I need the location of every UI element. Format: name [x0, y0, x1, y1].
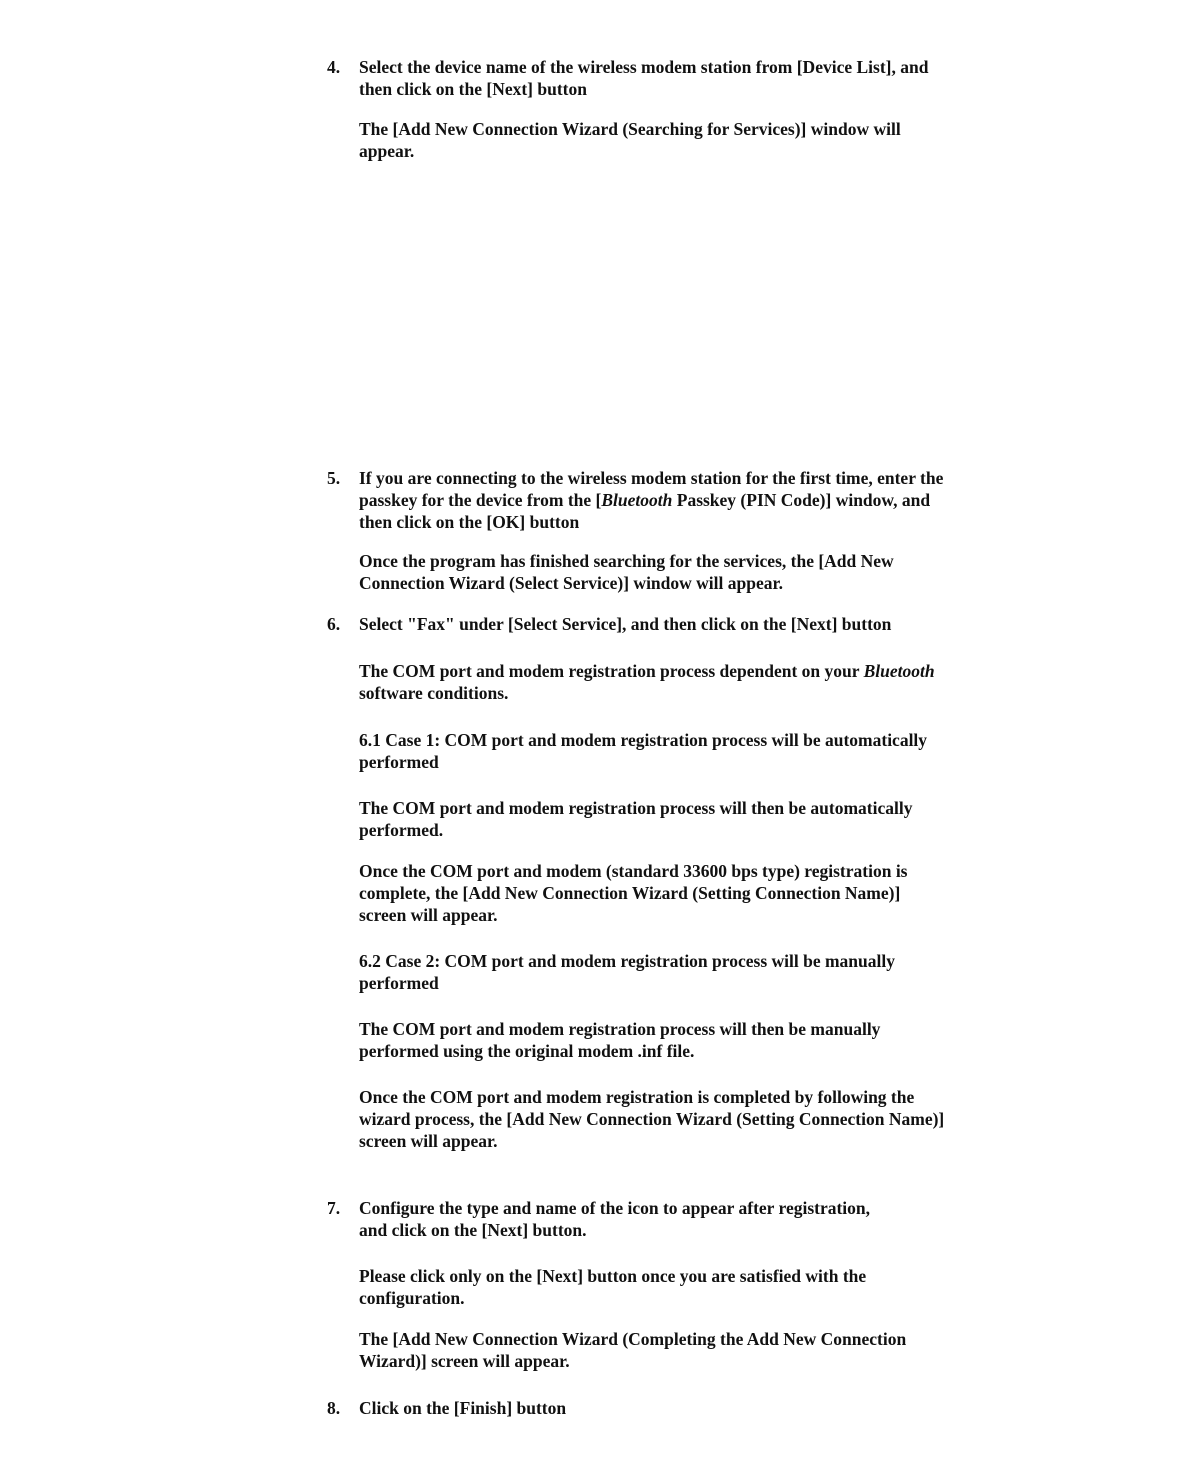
text-line [359, 489, 1059, 511]
text-line: Once the program has finished searching for the services, the [Add New [359, 551, 894, 571]
step-7-note [359, 1265, 1059, 1309]
text-segment: The COM port and modem registration process dependent on your [359, 661, 864, 681]
text-line: If you are connecting to the wireless modem station for the first time, enter the [359, 468, 944, 488]
text-line: Select "Fax" under [Select Service], and then click on the [Next] button [359, 614, 892, 634]
case-1-para-1 [359, 797, 1059, 841]
text-line: screen will appear. [359, 905, 498, 925]
text-line: Select the device name of the wireless modem station from [Device List], and [359, 57, 929, 77]
text-line: The [Add New Connection Wizard (Searching for Services)] window will [359, 119, 901, 139]
step-5-result [359, 550, 1059, 594]
text-line: performed. [359, 820, 444, 840]
text-line: Please click only on the [Next] button once you are satisfied with the [359, 1266, 867, 1286]
case-2-para-2 [359, 1086, 1059, 1152]
bluetooth-italic: Bluetooth [863, 661, 935, 681]
text-line: configuration. [359, 1288, 465, 1308]
text-line: Connection Wizard (Select Service)] window will appear. [359, 573, 784, 593]
text-line: then click on the [OK] button [359, 512, 580, 532]
text-line: Click on the [Finish] button [359, 1398, 567, 1418]
step-8-number: 8. [327, 1398, 341, 1418]
case-2-heading [359, 950, 1059, 994]
text-line: then click on the [Next] button [359, 79, 587, 99]
text-line: Configure the type and name of the icon to appear after registration, [359, 1198, 871, 1218]
text-line: The COM port and modem registration process will then be manually [359, 1019, 881, 1039]
text-line: Once the COM port and modem registration is completed by following the [359, 1087, 915, 1107]
text-line: software conditions. [359, 683, 509, 703]
text-line: The [Add New Connection Wizard (Completing the Add New Connection [359, 1329, 907, 1349]
step-5-number: 5. [327, 468, 341, 488]
text-line: screen will appear. [359, 1131, 498, 1151]
case-2-para-1 [359, 1018, 1059, 1062]
text-line: Once the COM port and modem (standard 33600 bps type) registration is [359, 861, 908, 881]
text-line: 6.1 Case 1: COM port and modem registration process will be automatically [359, 730, 928, 750]
step-6-intro [359, 660, 1059, 704]
text-line: and click on the [Next] button. [359, 1220, 587, 1240]
text-line: appear. [359, 141, 415, 161]
step-4-result [359, 118, 1059, 162]
text-line: wizard process, the [Add New Connection Wizard (Setting Connection Name)] [359, 1109, 945, 1129]
step-6-instruction [359, 613, 1059, 635]
text-segment: Passkey (PIN Code)] window, and [672, 490, 931, 510]
step-4-number: 4. [327, 57, 341, 77]
text-line: 6.2 Case 2: COM port and modem registration process will be manually [359, 951, 895, 971]
text-segment: passkey for the device from the [ [359, 490, 602, 510]
step-8-instruction [359, 1397, 1059, 1419]
step-5-instruction [359, 467, 1059, 533]
text-line: performed using the original modem .inf file. [359, 1041, 695, 1061]
case-1-para-2 [359, 860, 1059, 926]
text-line: The COM port and modem registration process will then be automatically [359, 798, 913, 818]
text-line: performed [359, 973, 439, 993]
text-line [359, 660, 1059, 682]
case-1-heading [359, 729, 1059, 773]
bluetooth-italic: Bluetooth [601, 490, 673, 510]
step-4-instruction [359, 56, 1059, 100]
step-6-number: 6. [327, 614, 341, 634]
text-line: complete, the [Add New Connection Wizard (Setting Connection Name)] [359, 883, 901, 903]
text-line: Wizard)] screen will appear. [359, 1351, 570, 1371]
step-7-number: 7. [327, 1198, 341, 1218]
step-7-result [359, 1328, 1059, 1372]
step-7-instruction [359, 1197, 1059, 1241]
text-line: performed [359, 752, 439, 772]
